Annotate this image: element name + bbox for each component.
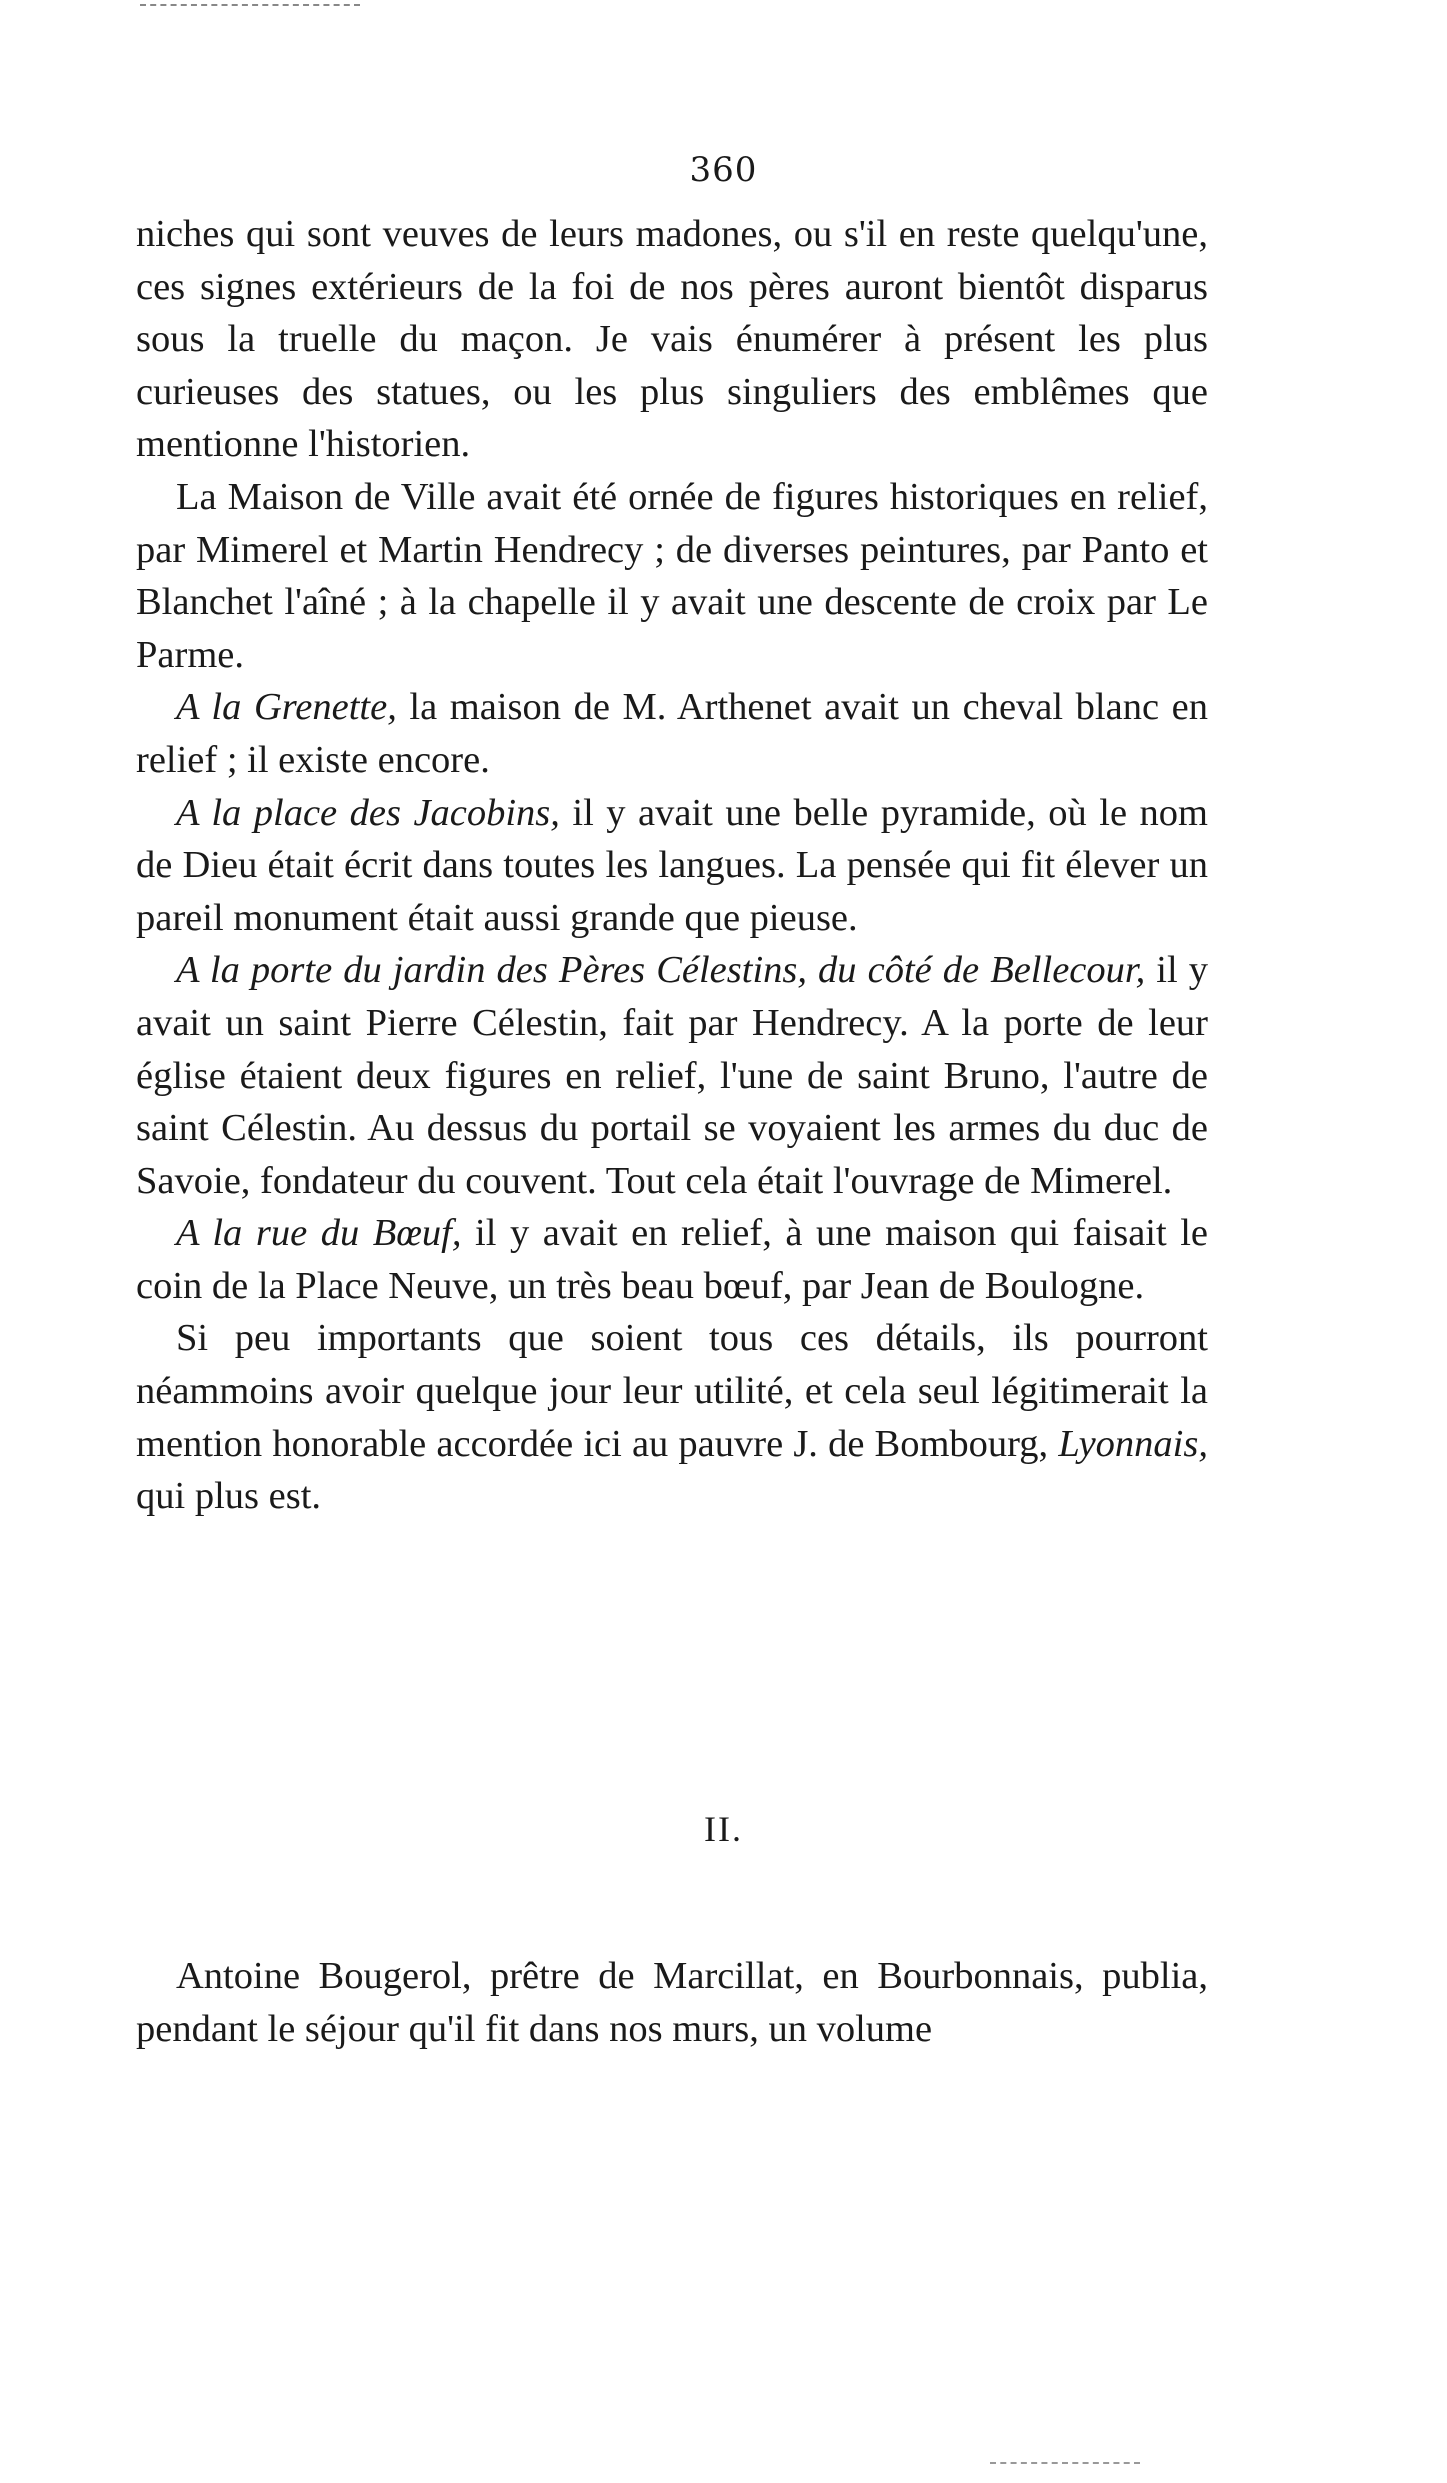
text-run: il y avait un saint Pierre Célestin, fait par Hendrecy. A la porte de leur église étaient deux figures en relief, l'une de saint Bruno, l'autre de saint Célestin. Au dessus du portail se voyaient les armes du duc de Savoie, fondateur du couvent. Tout cela était l'ouvrage de Mimerel. xyxy=(136,949,1209,1202)
top-rule xyxy=(140,4,360,6)
italic-text: A la porte du jardin des Pères Célestins, du côté de Bellecour, xyxy=(176,949,1146,992)
italic-text: A la Grenette, xyxy=(176,686,397,729)
text-run: la maison de M. Arthenet avait un cheval blanc en relief ; il existe encore. xyxy=(136,686,1208,781)
bottom-rule xyxy=(990,2462,1140,2464)
paragraph xyxy=(136,471,1208,681)
section-body-text xyxy=(136,1950,1208,2055)
body-text xyxy=(136,208,1208,1523)
paragraph xyxy=(136,1207,1208,1312)
section-heading: II. xyxy=(704,1809,743,1849)
italic-text: A la place des Jacobins, xyxy=(176,791,560,834)
paragraph xyxy=(136,1312,1208,1522)
paragraph xyxy=(136,787,1208,945)
paragraph xyxy=(136,1950,1208,2055)
page-number: 360 xyxy=(689,150,758,190)
paragraph xyxy=(136,208,1208,471)
text-run: La Maison de Ville avait été ornée de figures historiques en relief, par Mimerel et Martin Hendrecy ; de diverses peintures, par Panto et Blanchet l'aîné ; à la chapelle il y avait une descente de croix par Le Parme. xyxy=(136,475,1208,676)
text-run: il y avait une belle pyramide, où le nom de Dieu était écrit dans toutes les langues. La pensée qui fit élever un pareil monument était aussi grande que pieuse. xyxy=(136,791,1208,939)
text-run: Si peu importants que soient tous ces détails, ils pourront néammoins avoir quelque jour leur utilité, et cela seul légitimerait la mention honorable accordée ici au pauvre J. de Bombourg, xyxy=(136,1317,1208,1465)
paragraph xyxy=(136,944,1208,1207)
italic-text: A la rue du Bœuf, xyxy=(176,1212,462,1255)
italic-text: Lyonnais, xyxy=(1058,1422,1208,1465)
paragraph xyxy=(136,681,1208,786)
text-run: niches qui sont veuves de leurs madones, ou s'il en reste quelqu'une, ces signes extérieurs de la foi de nos pères auront bientôt disparus sous la truelle du maçon. Je vais énumérer à présent les plus curieuses des statues, ou les plus singuliers des emblêmes que mentionne l'historien. xyxy=(136,213,1208,466)
text-run: Antoine Bougerol, prêtre de Marcillat, en Bourbonnais, publia, pendant le séjour qu'il fit dans nos murs, un volume xyxy=(136,1955,1208,2050)
text-run: qui plus est. xyxy=(136,1475,322,1518)
text-run: il y avait en relief, à une maison qui faisait le coin de la Place Neuve, un très beau bœuf, par Jean de Boulogne. xyxy=(136,1212,1209,1307)
